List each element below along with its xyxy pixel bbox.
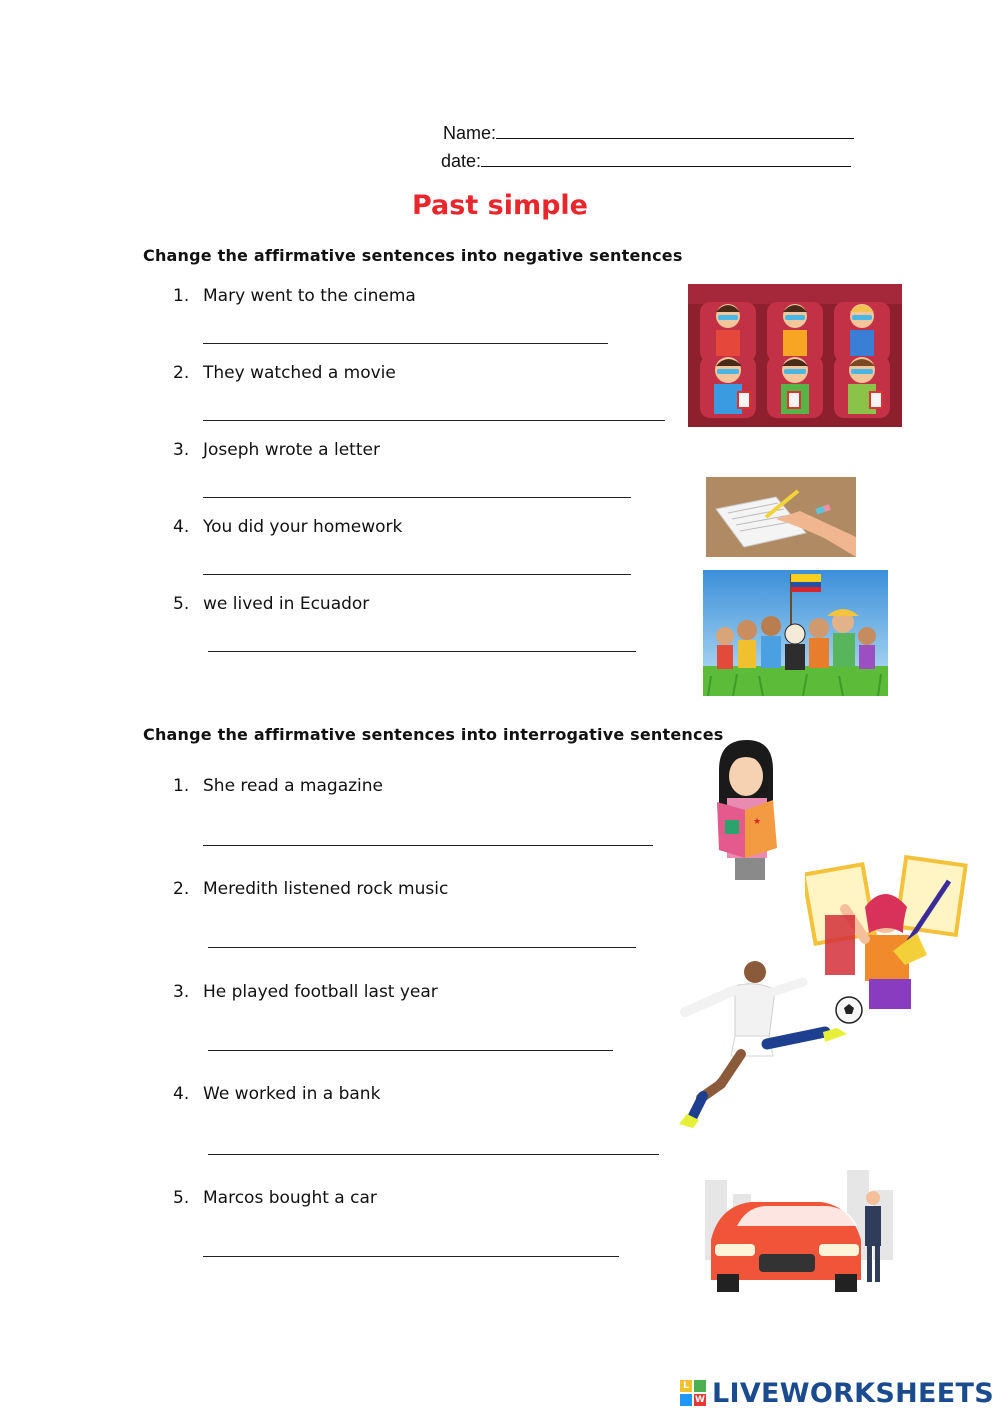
list-item [173, 982, 438, 1002]
liveworksheets-logo[interactable] [680, 1376, 994, 1410]
list-item [173, 1084, 380, 1104]
logo-mark [680, 1380, 706, 1406]
list-item [173, 286, 416, 306]
answer-line[interactable] [203, 497, 631, 498]
item-text: We worked in a bank [203, 1084, 381, 1104]
section2-instruction: Change the affirmative sentences into interrogative sentences [143, 725, 724, 744]
answer-line[interactable] [203, 420, 665, 421]
item-number: 3. [173, 440, 190, 460]
item-number: 1. [173, 776, 190, 796]
date-label: date: [441, 151, 482, 171]
item-text: Joseph wrote a letter [203, 440, 380, 460]
item-text: You did your homework [203, 517, 403, 537]
item-text: He played football last year [203, 982, 438, 1002]
answer-line[interactable] [208, 1154, 659, 1155]
list-item [173, 776, 383, 796]
brand-name: LIVEWORKSHEETS [711, 1377, 994, 1409]
item-text: Mary went to the cinema [203, 286, 416, 306]
name-field[interactable] [443, 121, 858, 144]
item-number: 4. [173, 517, 190, 537]
cinema-image [688, 284, 902, 427]
section1-instruction: Change the affirmative sentences into negative sentences [143, 246, 683, 265]
item-text: She read a magazine [203, 776, 384, 796]
list-item [173, 594, 369, 614]
item-text: Marcos bought a car [203, 1188, 377, 1208]
answer-line[interactable] [203, 845, 653, 846]
car-buyer-image [697, 1170, 900, 1298]
page-title: Past simple [411, 190, 588, 221]
item-number: 4. [173, 1084, 190, 1104]
item-number: 2. [173, 879, 190, 899]
list-item [173, 517, 402, 537]
name-label: Name: [443, 123, 497, 143]
item-number: 3. [173, 982, 190, 1002]
svg-text:★: ★ [753, 817, 762, 827]
answer-line[interactable] [203, 343, 608, 344]
item-number: 2. [173, 363, 190, 383]
answer-line[interactable] [208, 947, 636, 948]
list-item [173, 363, 396, 383]
list-item [173, 440, 380, 460]
item-number: 1. [173, 286, 190, 306]
item-text: They watched a movie [203, 363, 396, 383]
answer-line[interactable] [208, 1050, 613, 1051]
item-number: 5. [173, 1188, 190, 1208]
item-text: we lived in Ecuador [203, 594, 370, 614]
ecuador-kids-image [703, 570, 888, 696]
girl-reading-image [705, 740, 785, 880]
date-input-line[interactable] [481, 149, 851, 167]
answer-line[interactable] [208, 651, 636, 652]
answer-line[interactable] [203, 574, 631, 575]
list-item [173, 879, 448, 899]
logo-square [694, 1380, 706, 1392]
item-number: 5. [173, 594, 190, 614]
logo-letter-w: W [695, 1395, 705, 1405]
item-text: Meredith listened rock music [203, 879, 449, 899]
list-item [173, 1188, 377, 1208]
name-input-line[interactable] [496, 121, 854, 139]
football-player-image [655, 958, 865, 1128]
logo-letter-l: L [680, 1380, 692, 1392]
date-field[interactable] [441, 149, 858, 172]
answer-line[interactable] [203, 1256, 619, 1257]
writing-letter-image [706, 477, 856, 557]
logo-square [680, 1394, 692, 1406]
